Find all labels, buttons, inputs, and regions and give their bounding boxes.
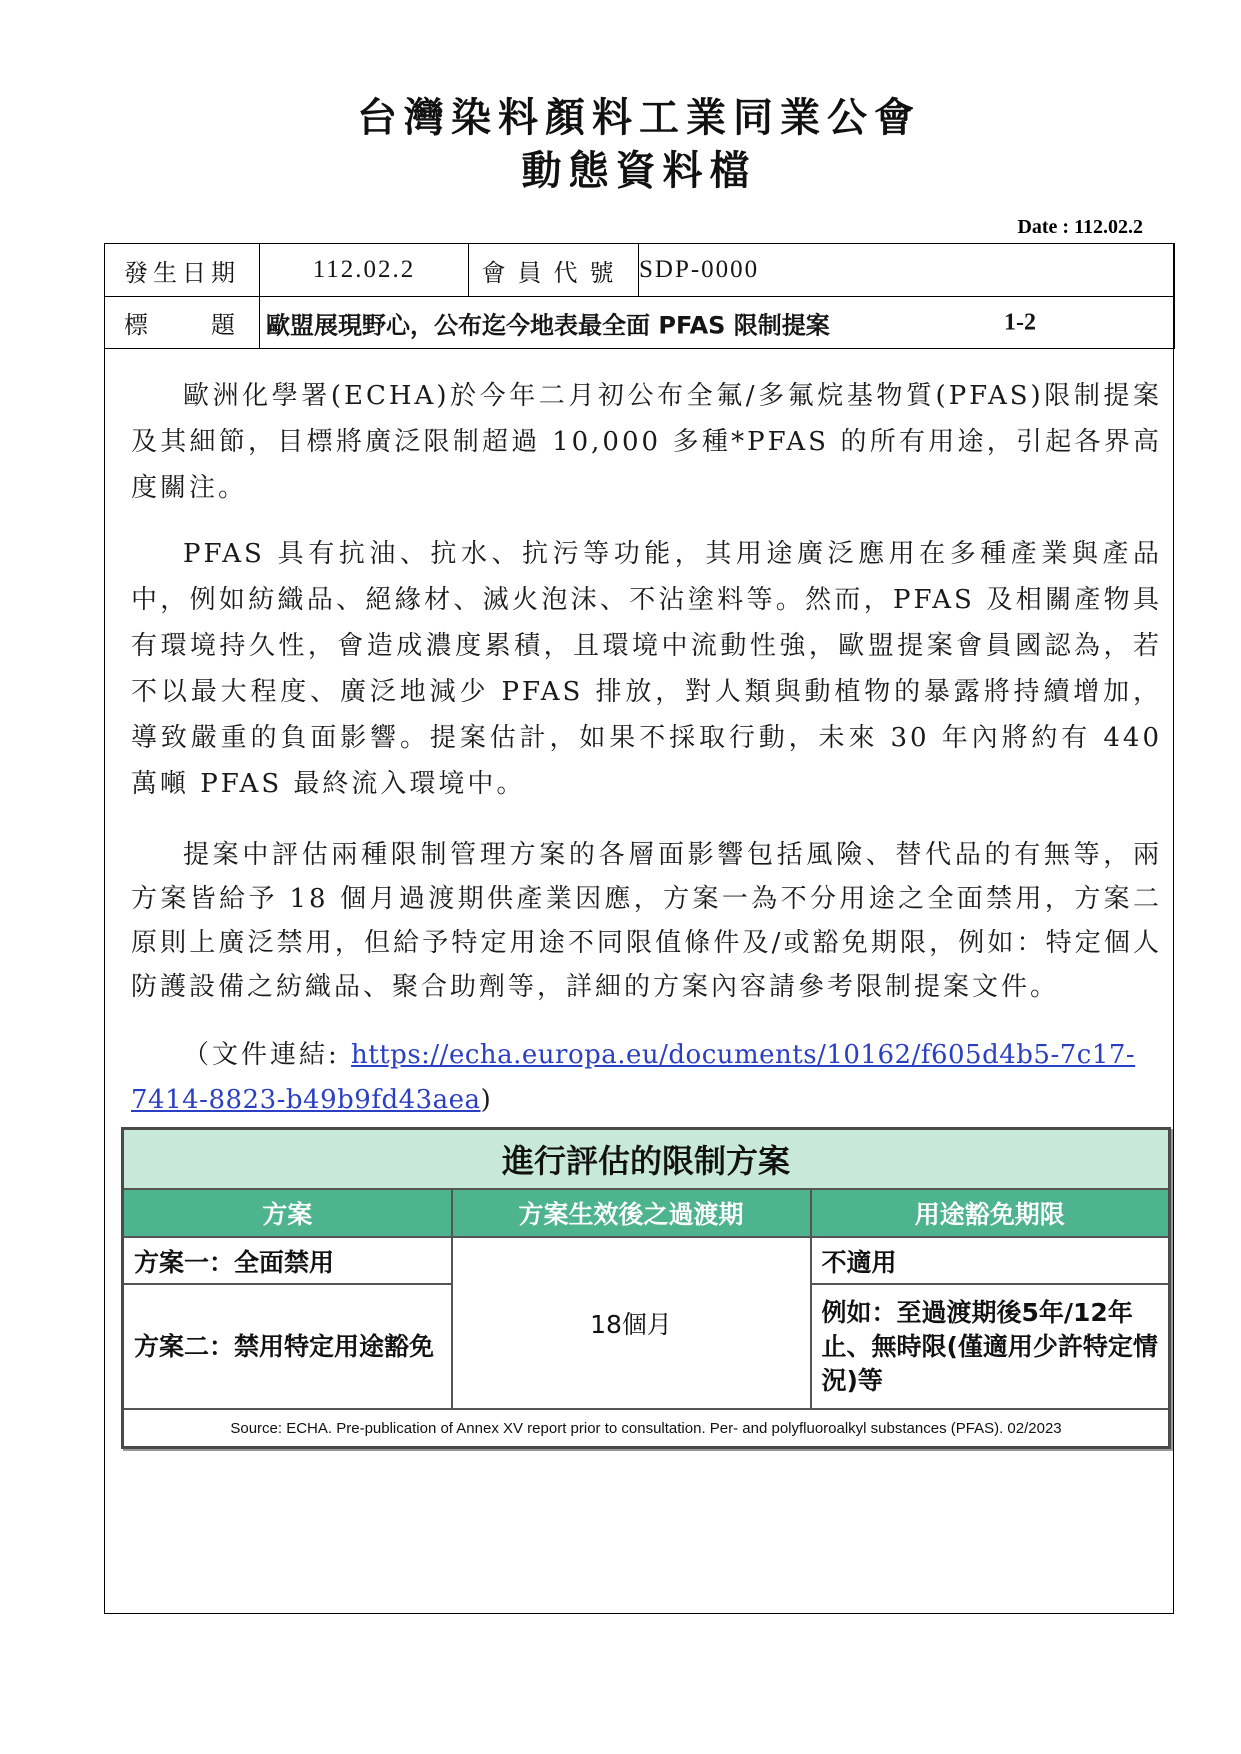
info-row-date-member xyxy=(105,244,1175,297)
association-title: 台灣染料顏料工業同業公會 xyxy=(357,94,921,141)
page-number: 1-2 xyxy=(1004,309,1036,335)
plan-table-title-row xyxy=(123,1129,1170,1190)
plan-table-header-row xyxy=(123,1189,1170,1237)
subject-label: 標 題 xyxy=(105,297,260,349)
article-body xyxy=(131,373,1162,1123)
plan-table-source-row xyxy=(123,1409,1170,1448)
table-row xyxy=(123,1237,1170,1284)
plan-2-name: 方案二：禁用特定用途豁免 xyxy=(123,1284,452,1409)
document-date: Date : 112.02.2 xyxy=(1017,216,1143,238)
table-source-note: Source: ECHA. Pre-publication of Annex XV report prior to consultation. Per- and polyfluoroalkyl substances (PFAS). 02/2023 xyxy=(123,1409,1170,1448)
plan-1-exemption: 不適用 xyxy=(811,1237,1170,1284)
occurred-date-label: 發生日期 xyxy=(105,244,260,297)
header-transition-period: 方案生效後之過渡期 xyxy=(452,1189,811,1237)
link-suffix: ) xyxy=(480,1085,494,1115)
echa-document-link[interactable]: https://echa.europa.eu/documents/10162/f605d4b5-7c17-7414-8823-b49b9fd43aea xyxy=(131,1040,1136,1115)
member-code-label: 會員代號 xyxy=(469,244,639,297)
paragraph-3: 提案中評估兩種限制管理方案的各層面影響包括風險、替代品的有無等，兩方案皆給予 18 個月過渡期供產業因應，方案一為不分用途之全面禁用，方案二原則上廣泛禁用，但給予特定用途不同限值條件及/或豁免期限，例如：特定個人防護設備之紡織品、聚合助劑等，詳細的方案內容請參考限制提案文件。 xyxy=(131,840,1162,1002)
occurred-date-value: 112.02.2 xyxy=(260,244,469,297)
plan-table-title: 進行評估的限制方案 xyxy=(123,1129,1170,1190)
document-title: 動態資料檔 xyxy=(521,147,757,194)
plan-2-exemption: 例如：至過渡期後5年/12年止、無時限(僅適用少許特定情況)等 xyxy=(811,1284,1170,1409)
header-exemption-period: 用途豁免期限 xyxy=(811,1189,1170,1237)
paragraph-2: PFAS 具有抗油、抗水、抗污等功能，其用途廣泛應用在多種產業與產品中，例如紡織品、絕緣材、滅火泡沫、不沾塗料等。然而，PFAS 及相關產物具有環境持久性，會造成濃度累積，且環境中流動性強，歐盟提案會員國認為，若不以最大程度、廣泛地減少 PFAS 排放，對人類與動植物的暴露將持續增加，導致嚴重的負面影響。提案估計，如果不採取行動，未來 30 年內將約有 440 萬噸 PFAS 最終流入環境中。 xyxy=(131,539,1162,799)
transition-period-value: 18個月 xyxy=(452,1237,811,1409)
restriction-options-table xyxy=(121,1127,1171,1449)
document-link-paragraph xyxy=(131,1033,1162,1123)
subject-value: 歐盟展現野心，公布迄今地表最全面 PFAS 限制提案 xyxy=(266,311,830,339)
info-header-table xyxy=(104,243,1175,349)
header-plan: 方案 xyxy=(123,1189,452,1237)
link-prefix: （文件連結: xyxy=(183,1040,352,1070)
subject-cell xyxy=(260,297,1175,349)
paragraph-1: 歐洲化學署(ECHA)於今年二月初公布全氟/多氟烷基物質(PFAS)限制提案及其細節，目標將廣泛限制超過 10,000 多種*PFAS 的所有用途，引起各界高度關注。 xyxy=(131,381,1162,503)
info-row-subject xyxy=(105,297,1175,349)
plan-1-name: 方案一：全面禁用 xyxy=(123,1237,452,1284)
member-code-value: SDP-0000 xyxy=(639,244,1175,297)
